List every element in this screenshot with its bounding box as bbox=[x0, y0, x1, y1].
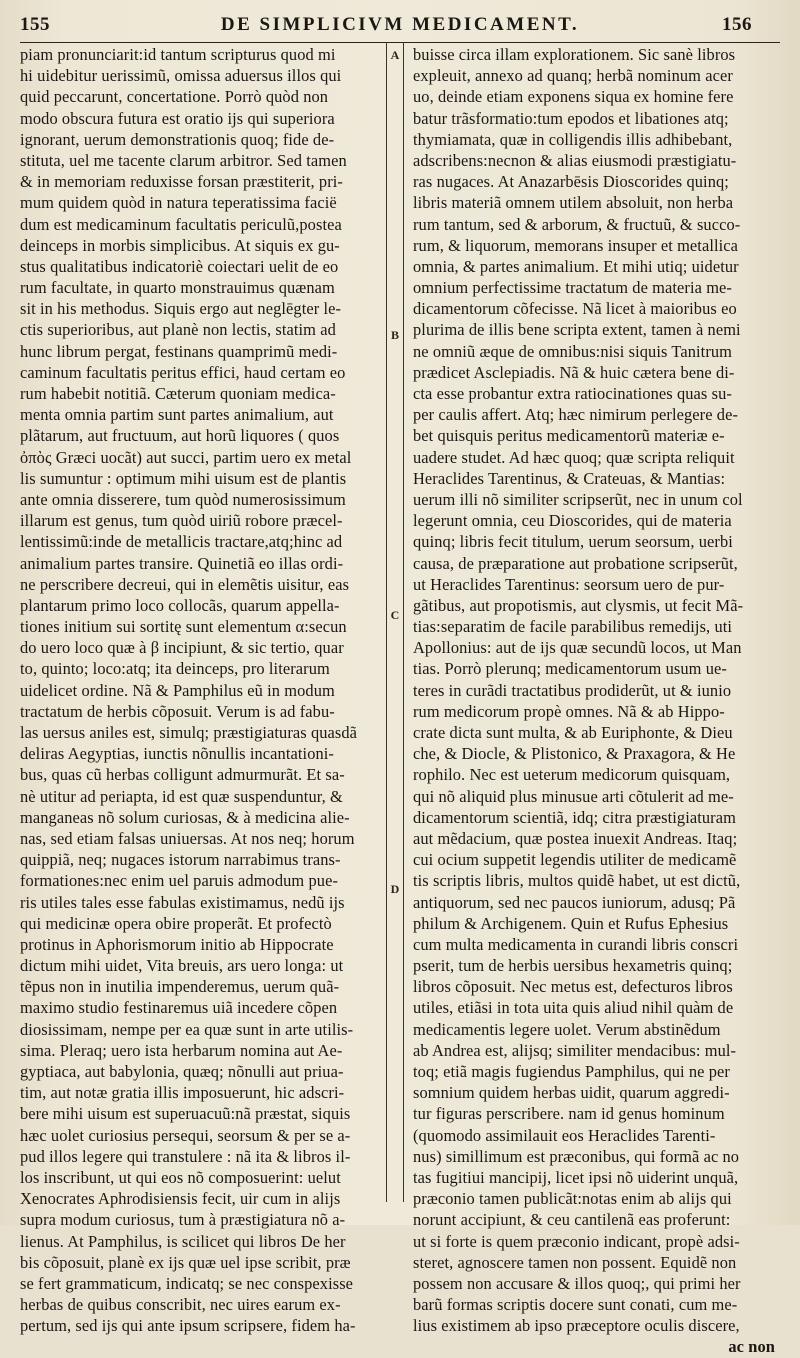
text-line: Heraclides Tarentinus, & Crateuas, & Mantias: bbox=[413, 468, 726, 488]
text-line: dum est medicaminum facultatis periculũ,postea bbox=[20, 214, 342, 234]
text-line: utiles, etiãsi in tota uita quis aliud nihil quàm de bbox=[413, 998, 734, 1018]
text-line: caminum facultatis peritus effici, haud certam eo bbox=[20, 362, 346, 382]
text-line: hæc uolet curiosius persequi, seorsum & per se a- bbox=[20, 1125, 351, 1145]
text-line: lienus. At Pamphilus, is scilicet qui libros De her bbox=[20, 1231, 346, 1251]
text-line: omnium perfectissime tractatum de materia me- bbox=[413, 278, 732, 298]
text-line: legerunt omnia, ceu Dioscorides, qui de materia bbox=[413, 511, 732, 531]
text-line: dicamentorum cõfecisse. Nã licet à maioribus eo bbox=[413, 299, 737, 319]
text-line: buisse circa illam explorationem. Sic sanè libros bbox=[413, 45, 736, 64]
text-line: ut si forte is quem præconio indicant, propè adsi- bbox=[413, 1231, 740, 1251]
text-line: uidelicet ordine. Nã & Pamphilus eũ in modum bbox=[20, 680, 335, 700]
text-line: cui ocium suppetit legendis utiliter de medicamẽ bbox=[413, 850, 737, 870]
text-line: ne perscribere decreui, qui in elemẽtis uisitur, eas bbox=[20, 574, 350, 594]
text-line: Xenocrates Aphrodisiensis fecit, uir cum in alijs bbox=[20, 1189, 341, 1209]
text-line: nè utitur ad periapta, id est quæ suspenduntur, & bbox=[20, 786, 343, 806]
text-line: rum habebit notitiã. Cæterum quoniam medica- bbox=[20, 384, 336, 403]
text-line: sima. Pleraq; uero ista herbarum nomina aut Ae- bbox=[20, 1040, 343, 1060]
text-line: stus qualitatibus indicatoriè coiectari uelit de eo bbox=[20, 256, 339, 276]
text-line: quid peccarunt, concertatione. Porrò quòd non bbox=[20, 87, 329, 107]
text-line: per caulis affert. Atq; hæc nimirum perlegere de- bbox=[413, 405, 739, 425]
text-line: uerum illi nõ similiter scripserũt, nec in unum col bbox=[413, 489, 743, 509]
text-line: diosissimam, nempe per ea quæ sunt in arte utilis- bbox=[20, 1019, 354, 1039]
text-line: pertum, sed ijs qui ante ipsum scripsere, fidem ha- bbox=[20, 1316, 356, 1336]
text-line: plantarum primo loco collocãs, quarum appella- bbox=[20, 595, 340, 615]
text-line: barũ formas scriptis docere sunt conati, cum me- bbox=[413, 1295, 738, 1315]
text-line: dictum mihi uidet, Vita breuis, ars uero longa: ut bbox=[20, 956, 344, 976]
text-line: stituta, uel me tacente clarum arbitror. Sed tamen bbox=[20, 150, 347, 170]
text-line: cta esse probantur extra ratiocinationes quas su- bbox=[413, 384, 732, 403]
text-line: tias. Porrò plerunq; medicamentorum usum ue- bbox=[413, 659, 727, 679]
text-line: formationes:nec enim uel paruis admodum pue- bbox=[20, 871, 339, 891]
text-line: & in memoriam reduxisse forsan præstiterit, pri- bbox=[20, 172, 343, 192]
text-line: ignorant, uerum demonstrationis quoq; fide de- bbox=[20, 129, 335, 149]
text-line: sit in his methodus. Siquis ergo aut neglēgter le- bbox=[20, 299, 342, 319]
text-line: tractatum de herbis cõposuit. Verum is ad fabu- bbox=[20, 701, 335, 721]
text-line: illarum est genus, tum quòd uiriũ robore præcel- bbox=[20, 511, 343, 531]
text-line: pud illos legere qui transtulere : nã ita & libros il- bbox=[20, 1146, 351, 1166]
text-line: ut Heraclides Tarentinus: seorsum uero de pur- bbox=[413, 574, 725, 594]
text-line: bet quisquis peritus medicamentorũ materiæ e- bbox=[413, 426, 725, 446]
text-line: qui nõ aliquid plus minusue arti cõtulerit ad me- bbox=[413, 786, 734, 806]
left-text-column bbox=[20, 44, 382, 1336]
text-line: bis cõposuit, planè ex ijs quæ uel ipse scribit, præ bbox=[20, 1252, 351, 1272]
text-line: rum facultate, in quarto monstrauimus quænam bbox=[20, 278, 335, 298]
text-line: deliras Aegyptias, iunctis nõnullis incantationi- bbox=[20, 744, 334, 764]
text-line: medicamentis legere uolet. Verum abstinẽdum bbox=[413, 1019, 721, 1039]
text-line: cum multa medicamenta in curandi libris conscri bbox=[413, 934, 739, 954]
text-line: dicamentorum scientiã, idq; citra præstigiaturam bbox=[413, 807, 736, 827]
column-divider-left bbox=[386, 42, 387, 1202]
text-line: uadere studet. Ad hæc quoq; quæ scripta reliquit bbox=[413, 447, 735, 467]
text-line: se fert grammaticum, indicatq; se nec conspexisse bbox=[20, 1273, 354, 1293]
text-line: bere mihi uisum est superuacuũ:nã præstat, siquis bbox=[20, 1104, 351, 1124]
text-line: ὀπὸς Græci uocãt) aut succi, partim uero ex metal bbox=[20, 447, 352, 467]
text-line: toq; etiã magis fugiendus Pamphilus, qui ne per bbox=[413, 1062, 730, 1081]
text-line: piam pronunciarit:id tantum scripturus quod mi bbox=[20, 45, 336, 64]
text-line: Apollonius: aut de ijs quæ secundũ locos, ut Man bbox=[413, 638, 742, 658]
catchword: ac non bbox=[728, 1337, 775, 1357]
page-header bbox=[0, 14, 800, 40]
text-line: los inscribunt, ut qui eos nõ composuerint: uelut bbox=[20, 1167, 341, 1187]
text-line: hi uidebitur uerissimũ, omissa aduersus illos qui bbox=[20, 66, 342, 86]
text-line: ne omniũ æque de omnibus:nisi siquis Tanitrum bbox=[413, 341, 733, 361]
text-line: tim, aut notæ gratia illis imposuerunt, hic adscri- bbox=[20, 1083, 345, 1103]
text-line: menta omnia partim sunt partes animalium, aut bbox=[20, 405, 334, 425]
text-line: steret, agnoscere tamen non possent. Equidẽ non bbox=[413, 1252, 737, 1272]
text-line: hunc librum pergat, festinans quamprimũ medi- bbox=[20, 341, 338, 361]
text-line: ctis superioribus, aut planè non lectis, statim ad bbox=[20, 320, 336, 340]
text-line: tias:separatim de facile parabilibus remedijs, uti bbox=[413, 617, 733, 637]
text-line: to, quinto; loco:atq; ita deinceps, pro literarum bbox=[20, 659, 330, 679]
text-line: libris materiã omnem utilem absoluit, non herba bbox=[413, 193, 734, 213]
text-line: pserit, tum de herbis uersibus hexametris quinq; bbox=[413, 956, 733, 976]
text-line: gãtibus, aut propotismis, aut clysmis, ut fecit Mã- bbox=[413, 595, 744, 615]
text-line: tas fugitiui mancipij, licet ipsi nõ uiderint unquã, bbox=[413, 1167, 739, 1187]
text-line: thymiamata, quæ in colligendis illis adhibebant, bbox=[413, 129, 733, 149]
text-line: lius existimem ab ipso præceptore oculis discere, bbox=[413, 1316, 740, 1336]
text-line: (quomodo assimilauit eos Heraclides Tarenti- bbox=[413, 1125, 716, 1145]
text-line: manganeas nõ solum curiosas, & à medicina alie- bbox=[20, 807, 350, 827]
text-line: rum tantum, sed & arborum, & fructuũ, & succo- bbox=[413, 214, 741, 234]
text-line: nus) simillimum est præconibus, qui formã ac no bbox=[413, 1146, 740, 1166]
text-line: tiones initium sui sortitę sunt elementum α:secun bbox=[20, 617, 347, 637]
column-divider-right bbox=[403, 42, 404, 1202]
text-line: prædicet Asclepiadis. Nã & huic cætera bene di- bbox=[413, 362, 735, 382]
text-line: omnia, & partes animalium. Et mihi utiq; uidetur bbox=[413, 256, 739, 276]
text-line: causa, de præparatione aut probatione scripserũt, bbox=[413, 553, 738, 573]
text-line: modo obscura futura est oratio ijs qui superiora bbox=[20, 108, 335, 128]
text-line: ris utiles tales esse fabulas existimamus, nedũ ijs bbox=[20, 892, 345, 912]
text-line: mum quidem quòd in natura teperatissima facië bbox=[20, 193, 337, 213]
text-line: lis sumuntur : optimum mihi uisum est de plantis bbox=[20, 468, 347, 488]
header-rule bbox=[20, 42, 780, 43]
text-line: deinceps in morbis simplicibus. At siquis ex gu- bbox=[20, 235, 340, 255]
text-line: herbas de quibus conscribit, nec uires earum ex- bbox=[20, 1295, 341, 1315]
text-line: las uersus aniles est, simulq; præstigiaturas quasdã bbox=[20, 723, 358, 742]
text-line: qui medicinæ opera obire properãt. Et profectò bbox=[20, 913, 332, 933]
text-line: aut mẽdacium, quæ postea inuexit Andreas. Itaq; bbox=[413, 828, 738, 848]
text-line: ab Andrea est, alijsq; similiter mendacibus: mul- bbox=[413, 1040, 737, 1060]
text-line: rum, & liquorum, memorans insuper et metallica bbox=[413, 235, 739, 255]
right-text-column bbox=[413, 44, 775, 1358]
text-line: possem non accusare & illos quoq;, qui primi her bbox=[413, 1273, 741, 1293]
text-line: rum medicorum propè omnes. Nã & ab Hippo- bbox=[413, 701, 725, 721]
text-line: norunt accipiunt, & ceu cantilenã eas proferunt: bbox=[413, 1210, 731, 1230]
left-page-number: 155 bbox=[20, 14, 50, 35]
text-line: crate dicta sunt multa, & ab Euriphonte, & Dieu bbox=[413, 723, 733, 742]
text-line: nas, sed etiam falsas uniuersas. At nos neq; horum bbox=[20, 828, 355, 848]
text-line: tis scriptis libris, multos quidẽ habet, ut est dictũ, bbox=[413, 871, 741, 891]
text-line: protinus in Aphorismorum initio ab Hippocrate bbox=[20, 934, 334, 954]
text-line: tẽpus non in inutilia impenderemus, uerum quã- bbox=[20, 977, 340, 997]
text-line: lentissimũ:inde de metallicis tractare,atq;hinc ad bbox=[20, 532, 343, 552]
text-line: animalium partes transire. Quinetiã eo illas ordi- bbox=[20, 553, 344, 573]
text-line: antiquorum, sed nec paucos iuniorum, adusq; Pã bbox=[413, 892, 736, 912]
text-line: che, & Diocle, & Plistonico, & Praxagora, & He bbox=[413, 744, 736, 764]
text-line: supra modum curiosus, tum à præstigiatura nõ a- bbox=[20, 1210, 346, 1230]
text-line: libros cõposuit. Nec metus est, defecturos libros bbox=[413, 977, 733, 997]
text-line: somnium quidem herbas uidit, quarum aggredi- bbox=[413, 1083, 730, 1103]
text-line: philum & Archigenem. Quin et Rufus Ephesius bbox=[413, 913, 729, 933]
text-line: adscribens:necnon & alias eiusmodi præstigiatu- bbox=[413, 150, 737, 170]
text-line: plurima de illis bene scripta extent, tamen à nemi bbox=[413, 320, 741, 340]
margin-marker-a: A bbox=[390, 48, 400, 62]
running-title: DE SIMPLICIVM MEDICAMENT. bbox=[220, 14, 580, 35]
text-line: rophilo. Nec est ueterum medicorum quisquam, bbox=[413, 765, 731, 785]
text-line: uo, deinde etiam exponens siqua ex homine fere bbox=[413, 87, 734, 107]
margin-marker-d: D bbox=[390, 882, 400, 896]
text-line: quinq; libris fecit titulum, uerum seorsum, uerbi bbox=[413, 532, 733, 552]
text-line: præconio tamen publicãt:notas enim ab alijs qui bbox=[413, 1189, 732, 1209]
text-line: ras nugaces. At Anazarbēsis Dioscorides quinq; bbox=[413, 172, 729, 192]
margin-marker-c: C bbox=[390, 608, 400, 622]
text-line: expleuit, annexo ad quanq; herbã nominum acer bbox=[413, 66, 733, 86]
text-line: plãtarum, aut fructuum, aut horũ liquores ( quos bbox=[20, 426, 340, 446]
text-line: batur trãsformatio:tum epodos et libationes atq; bbox=[413, 108, 729, 128]
text-line: quippiã, neq; nugaces istorum narrabimus trans- bbox=[20, 850, 341, 870]
text-line: do uero loco quæ à β incipiunt, & sic tertio, quar bbox=[20, 638, 344, 658]
text-line: tur figuras perscribere. nam id genus hominum bbox=[413, 1104, 725, 1124]
margin-marker-b: B bbox=[390, 328, 399, 342]
text-line: bus, quas cũ herbas colligunt admurmurãt. Et sa- bbox=[20, 765, 345, 785]
text-line: gyptiaca, aut babylonia, quæq; nõnulli aut priua- bbox=[20, 1062, 344, 1081]
right-page-number: 156 bbox=[722, 14, 752, 35]
text-line: teres in curãdi tractatibus prodiderũt, ut & iunio bbox=[413, 680, 732, 700]
text-line: ante omnia disserere, tum quòd numerosissimum bbox=[20, 489, 346, 509]
text-line: maximo studio festinaremus uiã incedere cõpen bbox=[20, 998, 338, 1018]
